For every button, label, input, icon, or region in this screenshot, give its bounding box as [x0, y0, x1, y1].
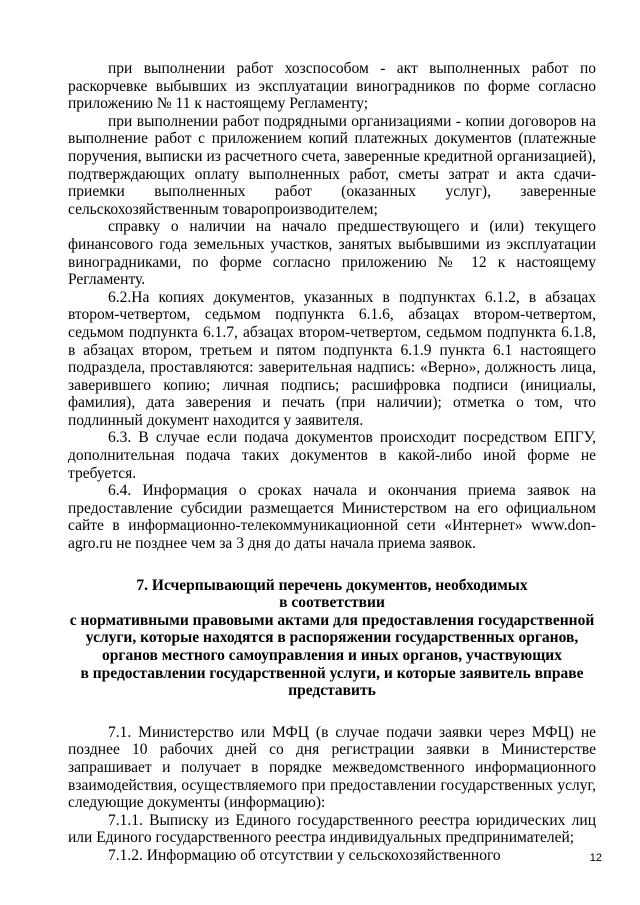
paragraph-7-1-2: 7.1.2. Информацию об отсутствии у сельскохозяйственного	[108, 846, 501, 864]
paragraph-7-1: 7.1. Министерство или МФЦ (в случае подачи заявки через МФЦ) не позднее 10 рабочих дней со дня регистрации заявки в Министерстве запрашивает и получает в порядке межведомственного информационного взаимодействия, осуществляемого при предоставлении государственных услуг, следующие документы (информацию):	[68, 723, 596, 812]
paragraph-6-2: 6.2.На копиях документов, указанных в подпунктах 6.1.2, в абзацах втором-четвертом, седьмом подпункта 6.1.6, абзацах втором-четвертом, седьмом подпункта 6.1.7, абзацах втором-четвертом, седьмом подпункта 6.1.8, в абзацах втором, третьем и пятом подпункта 6.1.9 пункта 6.1 настоящего подраздела, проставляются: заверительная надпись: «Верно», должность лица, заверившего копию; личная подпись; расшифровка подписи (инициалы, фамилия), дата заверения и печать (при наличии); отметка о том, что подлинный документ находится у заявителя.	[68, 288, 596, 429]
paragraph-6-3: 6.3. В случае если подача документов происходит посредством ЕПГУ, дополнительная подача таких документов в какой-либо иной форме не требуется.	[68, 429, 596, 482]
paragraph-6-4: 6.4. Информация о сроках начала и окончания приема заявок на предоставление субсидии размещается Министерством на его официальном сайте в информационно-телекоммуникационной сети «Интернет» www.don-agro.ru не позднее чем за 3 дня до даты начала приема заявок.	[68, 482, 596, 553]
heading-line: с нормативными правовыми актами для предоставления государственной	[69, 611, 595, 629]
heading-line: органов местного самоуправления и иных органов, участвующих	[102, 647, 562, 664]
paragraph-contractors: при выполнении работ подрядными организациями - копии договоров на выполнение работ с приложением копий платежных документов (платежные поручения, выписки из расчетного счета, заверенные кредитной организацией), подтверждающих оплату выполненных работ, сметы затрат и акта сдачи-приемки выполненных работ (оказанных услуг), заверенные сельскохозяйственным товаропроизводителем;	[68, 112, 596, 218]
heading-line: услуги, которые находятся в распоряжении государственных органов,	[85, 629, 579, 647]
paragraph-act-hozsposob: при выполнении работ хозспособом - акт выполненных работ по раскорчевке выбывших из эксплуатации виноградников по форме согласно приложению № 11 к настоящему Регламенту;	[68, 60, 596, 113]
document-body	[68, 60, 596, 865]
heading-line: 7. Исчерпывающий перечень документов, необходимых	[136, 576, 528, 594]
page-number: 12	[589, 852, 602, 864]
heading-line: представить	[288, 682, 376, 700]
heading-line: в предоставлении государственной услуги, и которые заявитель вправе	[80, 664, 584, 682]
heading-line: в соответствии	[279, 594, 385, 612]
paragraph-7-1-1: 7.1.1. Выписку из Единого государственного реестра юридических лиц или Единого государственного реестра индивидуальных предпринимателей;	[68, 811, 596, 847]
paragraph-land-certificate: справку о наличии на начало предшествующего и (или) текущего финансового года земельных участков, занятых выбывшими из эксплуатации виноградниками, по форме согласно приложению № 12 к настоящему Регламенту.	[68, 218, 596, 289]
section-7-heading	[68, 577, 596, 700]
